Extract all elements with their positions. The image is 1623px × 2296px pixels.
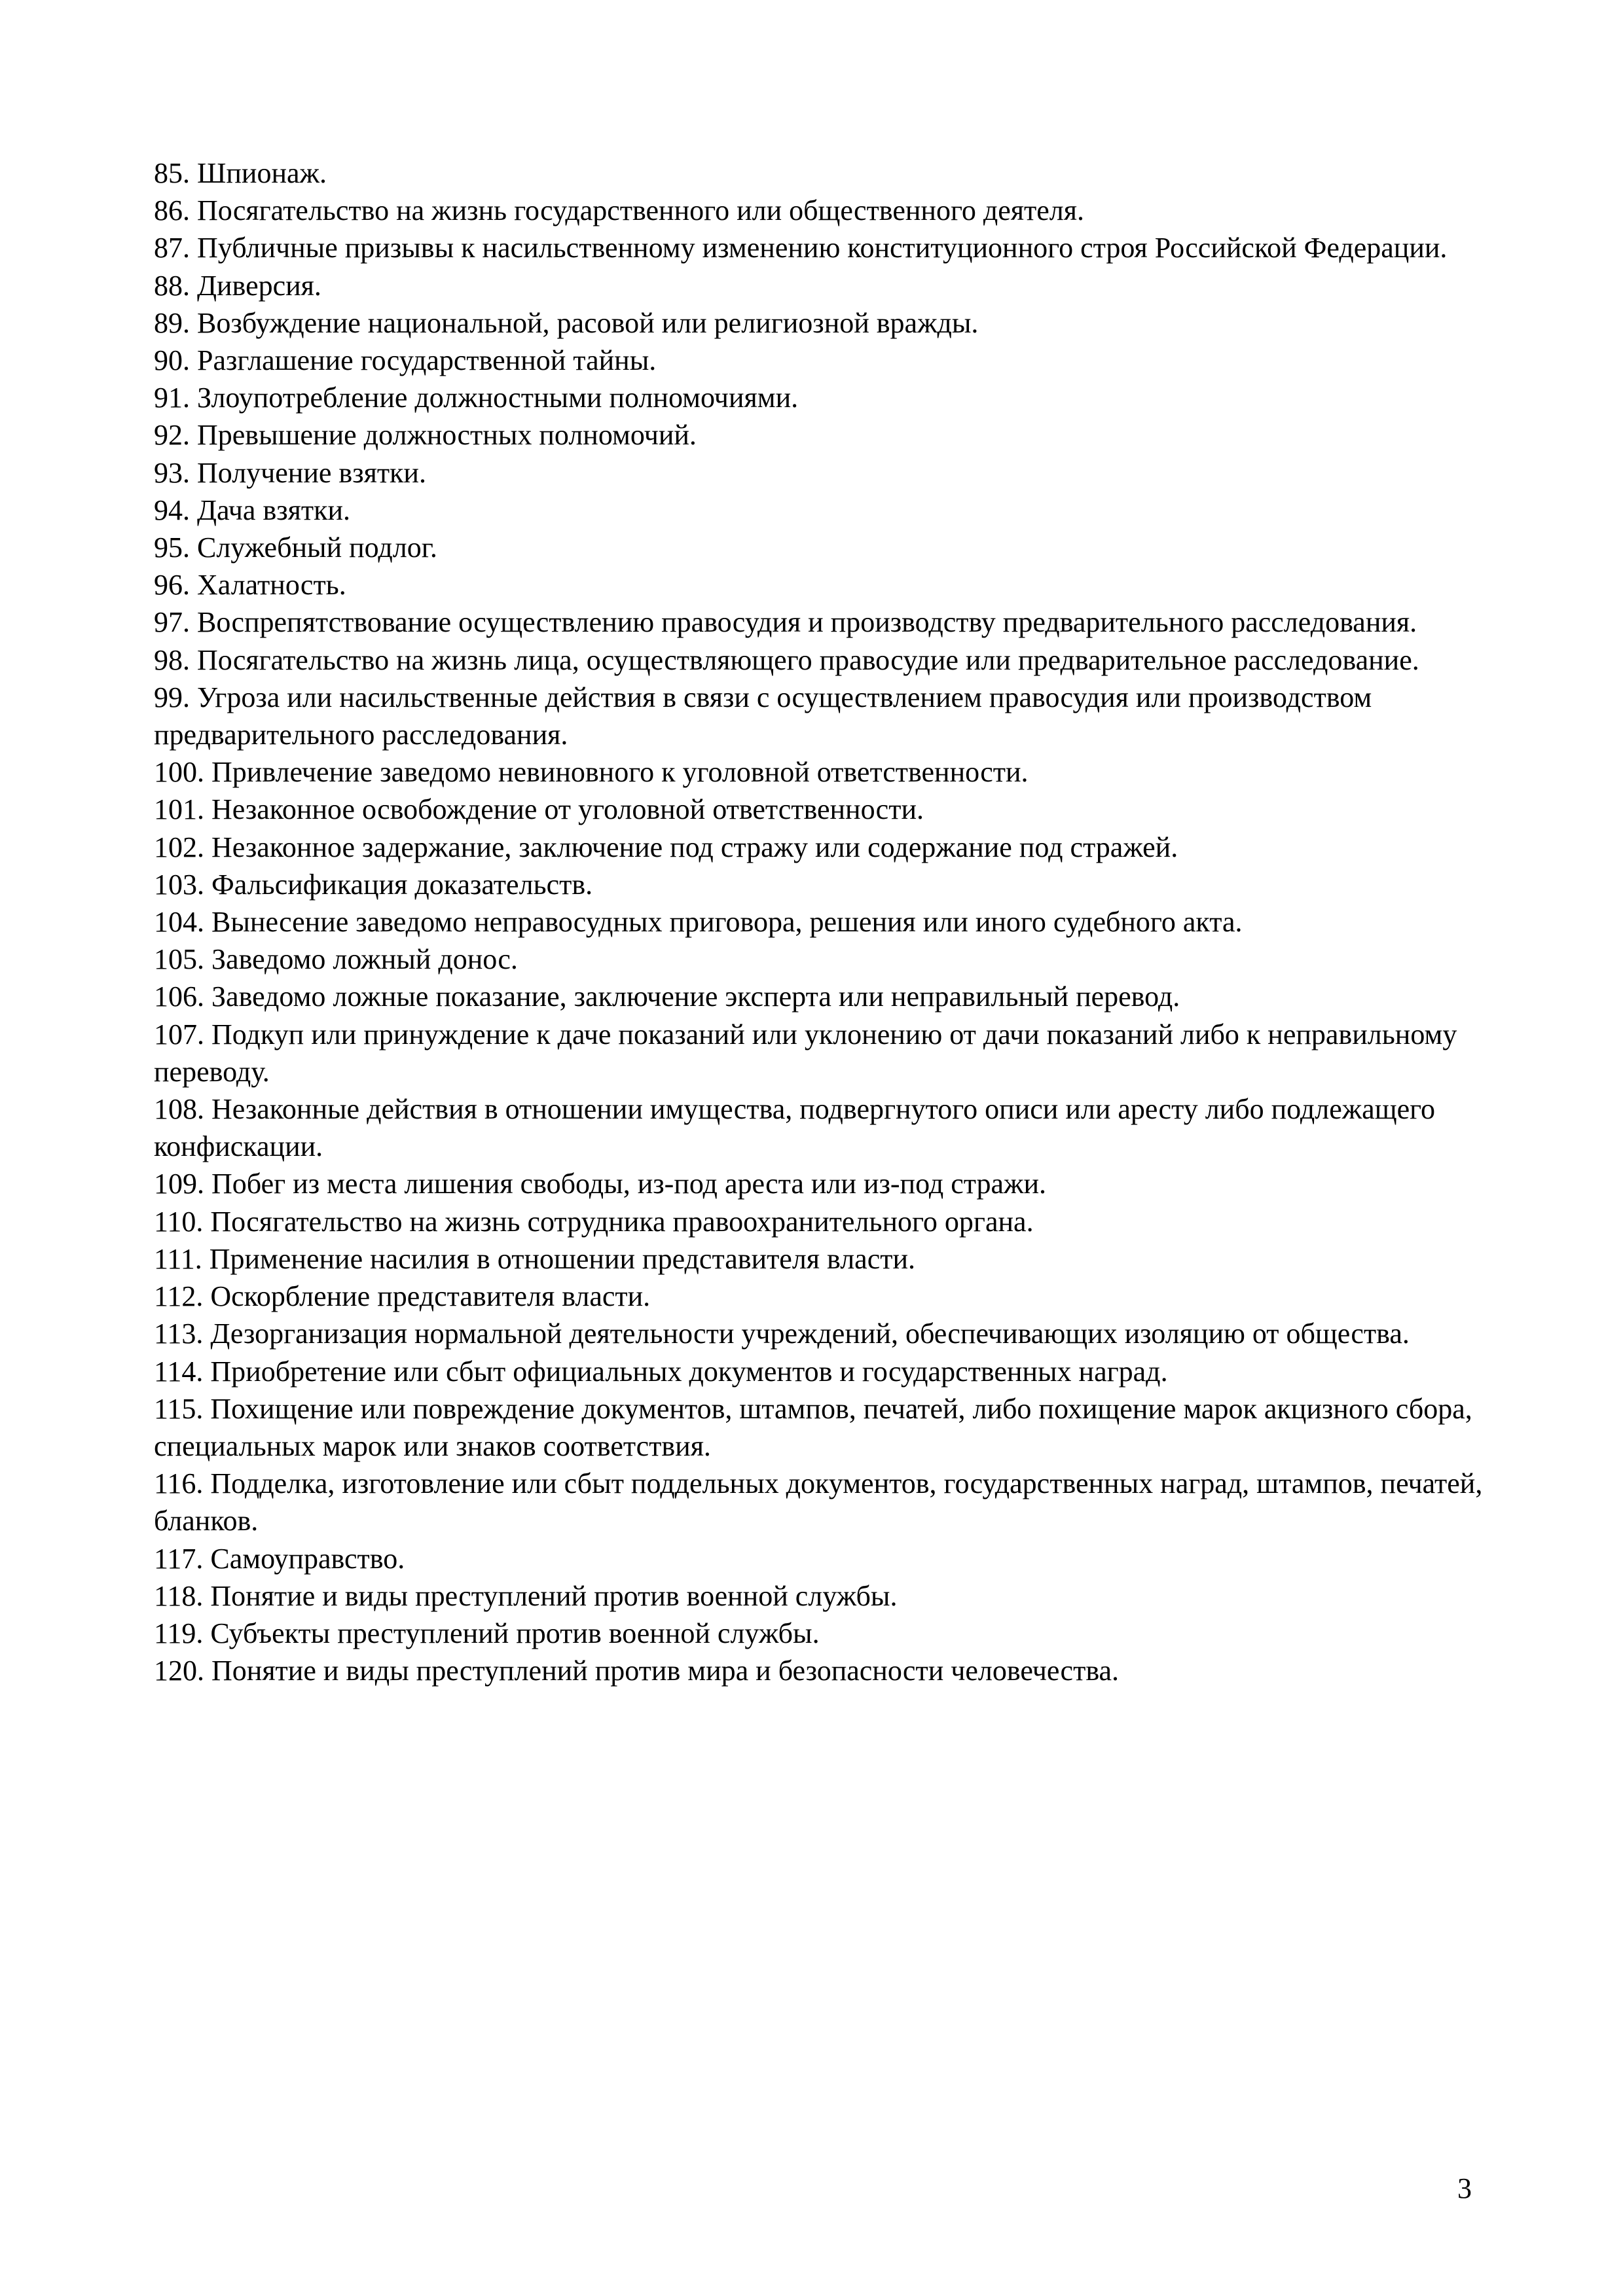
question-item: 86. Посягательство на жизнь государственного или общественного деятеля. [154,194,1084,227]
question-item: 90. Разглашение государственной тайны. [154,344,657,377]
question-item: 110. Посягательство на жизнь сотрудника правоохранительного органа. [154,1205,1034,1238]
question-item: 114. Приобретение или сбыт официальных документов и государственных наград. [154,1355,1168,1388]
question-item: 118. Понятие и виды преступлений против военной службы. [154,1579,898,1612]
question-item: 98. Посягательство на жизнь лица, осуществляющего правосудие или предварительное расследование. [154,643,1419,676]
question-item: 91. Злоупотребление должностными полномочиями. [154,382,799,414]
question-item: 108. Незаконные действия в отношении имущества, подвергнутого описи или аресту либо подлежащего конфискации. [154,1093,1436,1163]
exam-question-list [154,154,1483,1689]
question-item: 87. Публичные призывы к насильственному изменению конституционного строя Российской Федерации. [154,232,1448,264]
question-item: 107. Подкуп или принуждение к даче показаний или уклонению от дачи показаний либо к неправильному переводу. [154,1018,1457,1088]
question-item: 119. Субъекты преступлений против военной службы. [154,1617,820,1649]
question-item: 88. Диверсия. [154,269,321,302]
question-item: 117. Самоуправство. [154,1542,405,1575]
question-item: 104. Вынесение заведомо неправосудных приговора, решения или иного судебного акта. [154,906,1243,939]
question-item: 113. Дезорганизация нормальной деятельности учреждений, обеспечивающих изоляцию от общества. [154,1318,1410,1350]
question-item: 101. Незаконное освобождение от уголовной ответственности. [154,793,924,826]
question-item: 99. Угроза или насильственные действия в связи с осуществлением правосудия или производством предварительного расследования. [154,681,1372,751]
question-item: 94. Дача взятки. [154,493,350,526]
question-item: 93. Получение взятки. [154,456,426,489]
question-item: 115. Похищение или повреждение документов, штампов, печатей, либо похищение марок акцизного сбора, специальных марок или знаков соответствия. [154,1392,1472,1462]
question-item: 102. Незаконное задержание, заключение под стражу или содержание под стражей. [154,831,1178,863]
question-item: 89. Возбуждение национальной, расовой или религиозной вражды. [154,306,979,339]
question-item: 112. Оскорбление представителя власти. [154,1280,651,1313]
question-item: 97. Воспрепятствование осуществлению правосудия и производству предварительного расследования. [154,606,1417,639]
question-item: 96. Халатность. [154,569,346,601]
question-item: 116. Подделка, изготовление или сбыт поддельных документов, государственных наград, штампов, печатей, бланков. [154,1467,1483,1537]
question-item: 103. Фальсификация доказательств. [154,868,593,901]
question-item: 109. Побег из места лишения свободы, из-под ареста или из-под стражи. [154,1168,1046,1200]
question-item: 111. Применение насилия в отношении представителя власти. [154,1242,916,1275]
question-item: 85. Шпионаж. [154,157,327,189]
page-number: 3 [1457,2172,1472,2204]
question-item: 106. Заведомо ложные показание, заключение эксперта или неправильный перевод. [154,980,1180,1013]
question-item: 95. Служебный подлог. [154,531,437,564]
question-item: 100. Привлечение заведомо невиновного к уголовной ответственности. [154,756,1029,789]
question-item: 92. Превышение должностных полномочий. [154,419,697,452]
question-item: 105. Заведомо ложный донос. [154,943,518,976]
question-item: 120. Понятие и виды преступлений против мира и безопасности человечества. [154,1655,1120,1687]
